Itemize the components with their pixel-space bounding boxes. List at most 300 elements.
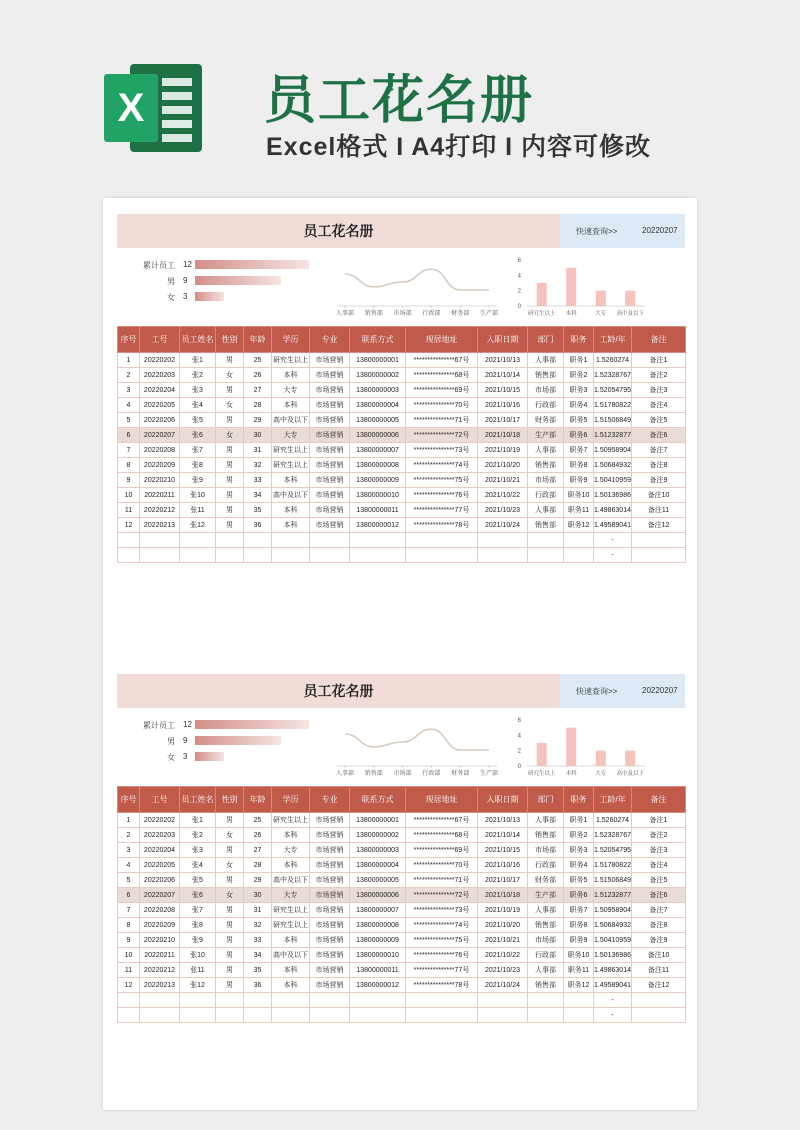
table-cell[interactable]: 1.51232877 <box>594 428 632 443</box>
table-cell[interactable]: 职务4 <box>564 858 594 873</box>
table-cell[interactable]: 女 <box>216 888 244 903</box>
table-cell[interactable]: 市场营销 <box>310 843 350 858</box>
table-cell[interactable]: 大专 <box>272 383 310 398</box>
table-cell[interactable]: 男 <box>216 963 244 978</box>
table-cell[interactable]: 9 <box>118 473 140 488</box>
table-cell[interactable]: 人事部 <box>528 903 564 918</box>
table-cell[interactable]: 张1 <box>180 813 216 828</box>
table-cell[interactable] <box>216 548 244 563</box>
table-cell[interactable]: 人事部 <box>528 353 564 368</box>
table-cell[interactable] <box>118 993 140 1008</box>
table-cell[interactable] <box>140 993 180 1008</box>
table-cell[interactable]: ***************77号 <box>406 503 478 518</box>
table-cell[interactable]: 职务3 <box>564 383 594 398</box>
table-cell[interactable]: 2021/10/17 <box>478 413 528 428</box>
table-cell[interactable]: 市场部 <box>528 473 564 488</box>
table-cell[interactable]: 高中及以下 <box>272 413 310 428</box>
table-cell[interactable] <box>310 548 350 563</box>
table-cell[interactable]: 研究生以上 <box>272 353 310 368</box>
table-cell[interactable]: 销售部 <box>528 978 564 993</box>
table-cell[interactable]: ***************69号 <box>406 843 478 858</box>
table-cell[interactable]: 张9 <box>180 933 216 948</box>
table-cell[interactable]: 备注11 <box>632 963 686 978</box>
table-cell[interactable]: 张12 <box>180 978 216 993</box>
table-cell[interactable]: 5 <box>118 413 140 428</box>
table-cell[interactable] <box>478 533 528 548</box>
table-cell[interactable]: 备注7 <box>632 443 686 458</box>
table-cell[interactable]: 市场营销 <box>310 963 350 978</box>
column-header[interactable]: 工龄/年 <box>594 327 632 353</box>
table-cell[interactable]: 13800000008 <box>350 918 406 933</box>
table-cell[interactable]: 13800000007 <box>350 443 406 458</box>
table-cell[interactable]: ***************68号 <box>406 368 478 383</box>
table-cell[interactable]: 2021/10/24 <box>478 978 528 993</box>
table-cell[interactable]: 市场营销 <box>310 503 350 518</box>
column-header[interactable]: 联系方式 <box>350 327 406 353</box>
table-cell[interactable]: 10 <box>118 488 140 503</box>
table-cell[interactable]: 28 <box>244 858 272 873</box>
table-cell[interactable]: 2021/10/20 <box>478 918 528 933</box>
table-cell[interactable]: 1.49589041 <box>594 518 632 533</box>
table-cell[interactable]: 34 <box>244 488 272 503</box>
table-cell[interactable]: 女 <box>216 368 244 383</box>
table-cell[interactable] <box>140 533 180 548</box>
column-header[interactable]: 职务 <box>564 787 594 813</box>
table-cell[interactable]: 备注2 <box>632 828 686 843</box>
table-row[interactable] <box>118 828 686 843</box>
table-cell[interactable]: 33 <box>244 933 272 948</box>
table-cell[interactable]: 11 <box>118 503 140 518</box>
table-cell[interactable]: 本科 <box>272 503 310 518</box>
table-cell[interactable]: 市场营销 <box>310 428 350 443</box>
table-cell[interactable]: 张12 <box>180 518 216 533</box>
table-cell[interactable]: 市场营销 <box>310 368 350 383</box>
column-header[interactable]: 员工姓名 <box>180 327 216 353</box>
table-cell[interactable]: 1.51780822 <box>594 858 632 873</box>
table-cell[interactable]: 女 <box>216 428 244 443</box>
table-cell[interactable] <box>528 1008 564 1023</box>
column-header[interactable]: 学历 <box>272 327 310 353</box>
table-cell[interactable]: 职务8 <box>564 458 594 473</box>
table-cell[interactable]: 男 <box>216 458 244 473</box>
table-cell[interactable]: 市场营销 <box>310 443 350 458</box>
table-cell[interactable]: 2021/10/16 <box>478 858 528 873</box>
column-header[interactable]: 序号 <box>118 327 140 353</box>
table-cell[interactable] <box>478 548 528 563</box>
table-cell[interactable]: 2021/10/23 <box>478 503 528 518</box>
table-cell[interactable] <box>272 548 310 563</box>
table-row[interactable] <box>118 933 686 948</box>
table-cell[interactable]: 财务部 <box>528 873 564 888</box>
table-cell[interactable]: 1.50684932 <box>594 918 632 933</box>
table-cell[interactable]: ***************72号 <box>406 428 478 443</box>
table-cell[interactable]: 备注3 <box>632 843 686 858</box>
table-cell[interactable] <box>350 1008 406 1023</box>
table-cell[interactable]: 13800000009 <box>350 933 406 948</box>
table-cell[interactable]: 张5 <box>180 873 216 888</box>
table-cell[interactable]: 20220213 <box>140 978 180 993</box>
table-cell[interactable]: 市场部 <box>528 843 564 858</box>
column-header[interactable]: 学历 <box>272 787 310 813</box>
table-cell[interactable]: 男 <box>216 488 244 503</box>
table-cell[interactable]: 男 <box>216 353 244 368</box>
table-cell[interactable]: 31 <box>244 443 272 458</box>
table-cell[interactable] <box>350 993 406 1008</box>
table-cell[interactable]: 2021/10/15 <box>478 383 528 398</box>
table-cell[interactable]: 1.52054795 <box>594 383 632 398</box>
column-header[interactable]: 联系方式 <box>350 787 406 813</box>
table-cell[interactable]: 2021/10/21 <box>478 473 528 488</box>
table-cell[interactable]: 20220206 <box>140 873 180 888</box>
table-cell[interactable]: 2021/10/20 <box>478 458 528 473</box>
table-cell[interactable]: ***************73号 <box>406 443 478 458</box>
table-cell[interactable]: 销售部 <box>528 368 564 383</box>
table-cell[interactable]: 市场营销 <box>310 978 350 993</box>
table-cell[interactable]: 2021/10/22 <box>478 488 528 503</box>
table-cell[interactable]: 备注8 <box>632 458 686 473</box>
table-cell[interactable]: 31 <box>244 903 272 918</box>
table-cell[interactable]: ***************75号 <box>406 933 478 948</box>
table-cell[interactable]: 20220202 <box>140 353 180 368</box>
table-cell[interactable]: 13800000003 <box>350 843 406 858</box>
table-cell[interactable]: 备注4 <box>632 858 686 873</box>
table-cell[interactable]: ***************71号 <box>406 413 478 428</box>
table-cell[interactable]: 行政部 <box>528 948 564 963</box>
table-cell[interactable] <box>244 1008 272 1023</box>
table-cell[interactable]: 1.51780822 <box>594 398 632 413</box>
column-header[interactable]: 序号 <box>118 787 140 813</box>
table-cell[interactable] <box>216 533 244 548</box>
table-cell[interactable]: 男 <box>216 933 244 948</box>
table-cell[interactable] <box>406 1008 478 1023</box>
table-cell[interactable]: 张6 <box>180 428 216 443</box>
table-cell[interactable]: 职务5 <box>564 873 594 888</box>
table-cell[interactable] <box>350 533 406 548</box>
table-cell[interactable] <box>310 1008 350 1023</box>
column-header[interactable]: 专业 <box>310 327 350 353</box>
table-cell[interactable]: 备注4 <box>632 398 686 413</box>
table-cell[interactable]: 1.50410959 <box>594 933 632 948</box>
table-cell[interactable]: 4 <box>118 398 140 413</box>
table-cell[interactable]: 20220206 <box>140 413 180 428</box>
table-cell[interactable] <box>478 1008 528 1023</box>
table-cell[interactable]: 研究生以上 <box>272 918 310 933</box>
table-cell[interactable]: 20220212 <box>140 963 180 978</box>
table-cell[interactable]: 12 <box>118 518 140 533</box>
table-cell[interactable]: ***************70号 <box>406 858 478 873</box>
table-row[interactable] <box>118 888 686 903</box>
table-cell[interactable]: 7 <box>118 903 140 918</box>
table-cell[interactable]: 职务1 <box>564 353 594 368</box>
column-header[interactable]: 职务 <box>564 327 594 353</box>
table-row[interactable] <box>118 428 686 443</box>
table-row[interactable] <box>118 948 686 963</box>
table-cell[interactable]: 32 <box>244 458 272 473</box>
table-cell[interactable]: 市场营销 <box>310 488 350 503</box>
table-cell[interactable]: 1.52328767 <box>594 828 632 843</box>
table-cell[interactable] <box>180 1008 216 1023</box>
table-cell[interactable]: 2021/10/14 <box>478 828 528 843</box>
table-row[interactable] <box>118 858 686 873</box>
table-cell[interactable]: 职务12 <box>564 978 594 993</box>
table-cell[interactable]: 13800000008 <box>350 458 406 473</box>
table-cell[interactable]: 本科 <box>272 858 310 873</box>
table-cell[interactable] <box>140 548 180 563</box>
table-cell[interactable]: 26 <box>244 368 272 383</box>
column-header[interactable]: 性别 <box>216 327 244 353</box>
table-cell[interactable] <box>272 533 310 548</box>
table-cell[interactable]: - <box>594 1008 632 1023</box>
table-row[interactable] <box>118 488 686 503</box>
table-cell[interactable]: 6 <box>118 888 140 903</box>
table-cell[interactable]: 7 <box>118 443 140 458</box>
table-cell[interactable]: 男 <box>216 503 244 518</box>
table-cell[interactable] <box>406 548 478 563</box>
table-cell[interactable]: 销售部 <box>528 918 564 933</box>
table-cell[interactable]: ***************75号 <box>406 473 478 488</box>
table-cell[interactable]: 1.5260274 <box>594 813 632 828</box>
table-row[interactable] <box>118 903 686 918</box>
table-cell[interactable]: 1.50136986 <box>594 488 632 503</box>
table-cell[interactable]: 12 <box>118 978 140 993</box>
table-cell[interactable]: 张9 <box>180 473 216 488</box>
table-cell[interactable]: 13800000002 <box>350 828 406 843</box>
table-cell[interactable]: 男 <box>216 903 244 918</box>
table-cell[interactable]: 销售部 <box>528 828 564 843</box>
table-cell[interactable]: 2021/10/24 <box>478 518 528 533</box>
table-cell[interactable]: 13800000004 <box>350 858 406 873</box>
table-cell[interactable]: 备注12 <box>632 518 686 533</box>
table-cell[interactable]: 2021/10/19 <box>478 443 528 458</box>
table-cell[interactable]: 人事部 <box>528 963 564 978</box>
table-cell[interactable]: 高中及以下 <box>272 873 310 888</box>
table-cell[interactable]: 市场营销 <box>310 933 350 948</box>
table-cell[interactable]: 市场营销 <box>310 948 350 963</box>
table-row[interactable] <box>118 503 686 518</box>
table-row[interactable] <box>118 993 686 1008</box>
table-cell[interactable]: 1.50958904 <box>594 903 632 918</box>
table-cell[interactable]: 13800000001 <box>350 353 406 368</box>
table-cell[interactable]: 1 <box>118 813 140 828</box>
table-cell[interactable]: 2021/10/19 <box>478 903 528 918</box>
table-cell[interactable] <box>528 533 564 548</box>
table-cell[interactable]: 大专 <box>272 843 310 858</box>
table-row[interactable] <box>118 368 686 383</box>
table-cell[interactable]: 备注3 <box>632 383 686 398</box>
table-cell[interactable]: 职务6 <box>564 888 594 903</box>
table-cell[interactable]: 备注2 <box>632 368 686 383</box>
table-cell[interactable]: 13800000012 <box>350 518 406 533</box>
table-cell[interactable]: 销售部 <box>528 458 564 473</box>
table-cell[interactable]: 职务7 <box>564 903 594 918</box>
table-cell[interactable] <box>244 548 272 563</box>
table-cell[interactable] <box>564 1008 594 1023</box>
table-cell[interactable]: 20220211 <box>140 948 180 963</box>
column-header[interactable]: 现居地址 <box>406 787 478 813</box>
table-cell[interactable]: 市场营销 <box>310 873 350 888</box>
table-cell[interactable] <box>310 993 350 1008</box>
table-cell[interactable]: 25 <box>244 353 272 368</box>
table-cell[interactable]: 10 <box>118 948 140 963</box>
table-row[interactable] <box>118 548 686 563</box>
table-cell[interactable] <box>272 993 310 1008</box>
table-cell[interactable]: 备注1 <box>632 813 686 828</box>
table-cell[interactable]: 本科 <box>272 828 310 843</box>
table-cell[interactable]: 备注10 <box>632 948 686 963</box>
table-cell[interactable]: 市场营销 <box>310 518 350 533</box>
column-header[interactable]: 现居地址 <box>406 327 478 353</box>
table-cell[interactable] <box>632 993 686 1008</box>
table-cell[interactable]: 34 <box>244 948 272 963</box>
table-cell[interactable]: 大专 <box>272 428 310 443</box>
table-cell[interactable]: 备注5 <box>632 413 686 428</box>
table-cell[interactable] <box>118 548 140 563</box>
table-cell[interactable]: 男 <box>216 873 244 888</box>
table-cell[interactable]: 6 <box>118 428 140 443</box>
table-cell[interactable]: 1.52328767 <box>594 368 632 383</box>
table-cell[interactable]: 20220209 <box>140 458 180 473</box>
table-cell[interactable]: 张2 <box>180 368 216 383</box>
table-cell[interactable]: 备注6 <box>632 888 686 903</box>
table-cell[interactable]: 13800000007 <box>350 903 406 918</box>
column-header[interactable]: 员工姓名 <box>180 787 216 813</box>
table-cell[interactable]: 1.5260274 <box>594 353 632 368</box>
table-cell[interactable]: 13800000004 <box>350 398 406 413</box>
table-cell[interactable]: 25 <box>244 813 272 828</box>
table-cell[interactable]: 20220202 <box>140 813 180 828</box>
table-cell[interactable]: 职务6 <box>564 428 594 443</box>
table-cell[interactable]: 27 <box>244 383 272 398</box>
table-cell[interactable]: 女 <box>216 398 244 413</box>
table-cell[interactable]: 市场营销 <box>310 918 350 933</box>
table-cell[interactable] <box>216 1008 244 1023</box>
table-cell[interactable]: 职务5 <box>564 413 594 428</box>
table-cell[interactable]: 1.52054795 <box>594 843 632 858</box>
table-cell[interactable]: 张8 <box>180 458 216 473</box>
table-cell[interactable]: 20220204 <box>140 843 180 858</box>
table-cell[interactable]: 1.51232877 <box>594 888 632 903</box>
column-header[interactable]: 性别 <box>216 787 244 813</box>
table-cell[interactable]: ***************77号 <box>406 963 478 978</box>
table-cell[interactable]: ***************74号 <box>406 918 478 933</box>
table-cell[interactable]: 销售部 <box>528 518 564 533</box>
table-cell[interactable]: 张6 <box>180 888 216 903</box>
table-row[interactable] <box>118 518 686 533</box>
table-cell[interactable]: 张2 <box>180 828 216 843</box>
table-cell[interactable]: 20220205 <box>140 398 180 413</box>
table-cell[interactable] <box>564 993 594 1008</box>
column-header[interactable]: 入职日期 <box>478 327 528 353</box>
column-header[interactable]: 年龄 <box>244 787 272 813</box>
table-cell[interactable]: 男 <box>216 918 244 933</box>
table-cell[interactable]: 11 <box>118 963 140 978</box>
table-cell[interactable]: 职务12 <box>564 518 594 533</box>
table-cell[interactable]: 张5 <box>180 413 216 428</box>
table-cell[interactable]: 1.51506849 <box>594 413 632 428</box>
table-row[interactable] <box>118 978 686 993</box>
table-cell[interactable]: 备注11 <box>632 503 686 518</box>
table-cell[interactable] <box>118 1008 140 1023</box>
table-row[interactable] <box>118 353 686 368</box>
column-header[interactable]: 部门 <box>528 327 564 353</box>
table-cell[interactable]: ***************70号 <box>406 398 478 413</box>
table-cell[interactable] <box>528 548 564 563</box>
table-cell[interactable]: 生产部 <box>528 888 564 903</box>
table-cell[interactable]: 13800000009 <box>350 473 406 488</box>
table-cell[interactable]: 大专 <box>272 888 310 903</box>
table-row[interactable] <box>118 918 686 933</box>
table-cell[interactable]: 男 <box>216 383 244 398</box>
table-cell[interactable]: 市场营销 <box>310 398 350 413</box>
table-cell[interactable]: 财务部 <box>528 413 564 428</box>
table-cell[interactable]: 本科 <box>272 398 310 413</box>
table-cell[interactable]: 市场部 <box>528 933 564 948</box>
table-cell[interactable]: 张3 <box>180 383 216 398</box>
table-cell[interactable]: 职务9 <box>564 473 594 488</box>
table-cell[interactable]: 本科 <box>272 518 310 533</box>
table-cell[interactable]: 行政部 <box>528 398 564 413</box>
table-cell[interactable] <box>272 1008 310 1023</box>
table-cell[interactable] <box>564 548 594 563</box>
table-row[interactable] <box>118 383 686 398</box>
table-row[interactable] <box>118 413 686 428</box>
table-cell[interactable]: 研究生以上 <box>272 813 310 828</box>
table-cell[interactable]: 本科 <box>272 978 310 993</box>
table-cell[interactable]: 29 <box>244 873 272 888</box>
table-cell[interactable]: 市场营销 <box>310 413 350 428</box>
table-cell[interactable] <box>216 993 244 1008</box>
table-cell[interactable]: 13800000010 <box>350 488 406 503</box>
column-header[interactable]: 工龄/年 <box>594 787 632 813</box>
table-row[interactable] <box>118 458 686 473</box>
column-header[interactable]: 年龄 <box>244 327 272 353</box>
table-cell[interactable]: 20220212 <box>140 503 180 518</box>
table-cell[interactable]: ***************74号 <box>406 458 478 473</box>
table-cell[interactable] <box>632 533 686 548</box>
table-cell[interactable]: 2021/10/13 <box>478 813 528 828</box>
table-cell[interactable]: 张3 <box>180 843 216 858</box>
table-cell[interactable]: 高中及以下 <box>272 948 310 963</box>
table-cell[interactable]: 20220208 <box>140 443 180 458</box>
table-cell[interactable]: 32 <box>244 918 272 933</box>
table-cell[interactable]: 20220207 <box>140 428 180 443</box>
table-cell[interactable]: 20220205 <box>140 858 180 873</box>
table-cell[interactable]: 职务7 <box>564 443 594 458</box>
table-cell[interactable]: 研究生以上 <box>272 458 310 473</box>
table-cell[interactable]: 男 <box>216 518 244 533</box>
table-cell[interactable]: ***************69号 <box>406 383 478 398</box>
table-cell[interactable]: 13800000002 <box>350 368 406 383</box>
table-cell[interactable]: 30 <box>244 888 272 903</box>
table-cell[interactable]: 29 <box>244 413 272 428</box>
table-cell[interactable]: 1.50136986 <box>594 948 632 963</box>
table-cell[interactable]: 备注6 <box>632 428 686 443</box>
table-cell[interactable]: 2021/10/21 <box>478 933 528 948</box>
table-cell[interactable]: 20220208 <box>140 903 180 918</box>
table-cell[interactable]: 1.51506849 <box>594 873 632 888</box>
table-cell[interactable]: 4 <box>118 858 140 873</box>
table-cell[interactable]: 市场营销 <box>310 858 350 873</box>
table-row[interactable] <box>118 963 686 978</box>
table-cell[interactable]: 1.49589041 <box>594 978 632 993</box>
column-header[interactable]: 备注 <box>632 787 686 813</box>
table-cell[interactable]: 20220211 <box>140 488 180 503</box>
table-cell[interactable]: 张4 <box>180 858 216 873</box>
table-cell[interactable]: 36 <box>244 978 272 993</box>
table-cell[interactable]: 20220203 <box>140 368 180 383</box>
table-cell[interactable]: 13800000011 <box>350 963 406 978</box>
table-cell[interactable]: 人事部 <box>528 813 564 828</box>
